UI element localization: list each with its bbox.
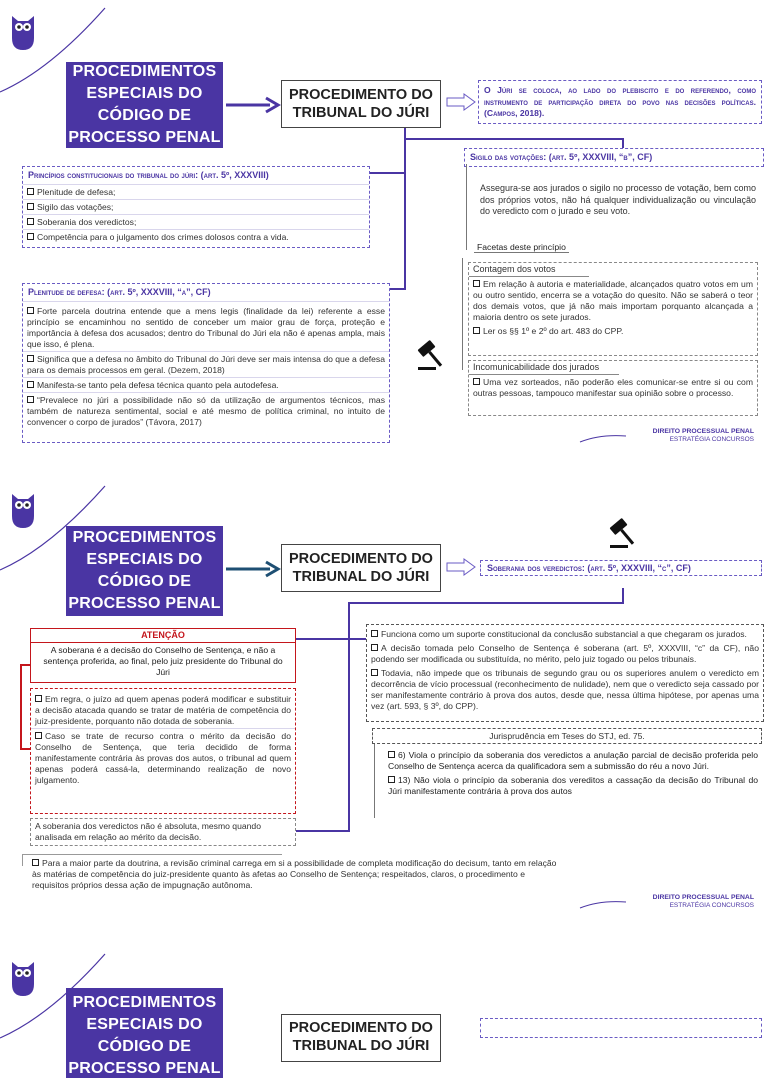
gavel-icon bbox=[414, 338, 450, 372]
connector bbox=[348, 638, 366, 640]
list-item: Soberania dos veredictos; bbox=[23, 215, 369, 230]
list-item: Significa que a defesa no âmbito do Tribunal do Júri deve ser mais intensa do que a defesa para os demais processos em geral. (Dezem, 2018) bbox=[23, 352, 389, 378]
atencao-box bbox=[30, 628, 296, 683]
checkbox-icon bbox=[27, 396, 34, 403]
checkbox-icon bbox=[388, 751, 395, 758]
logo-line2: ESTRATÉGIA CONCURSOS bbox=[669, 436, 754, 443]
relativa-box bbox=[30, 818, 296, 846]
connector bbox=[622, 588, 624, 604]
principios-list bbox=[23, 185, 369, 244]
connector bbox=[622, 138, 624, 148]
checkbox-icon bbox=[27, 307, 34, 314]
list-item: Plenitude de defesa; bbox=[23, 185, 369, 200]
plenitude-header: Plenitude de defesa: (art. 5º, XXXVIII, “a”, CF) bbox=[23, 284, 389, 302]
connector bbox=[296, 830, 350, 832]
incomunicabilidade-box bbox=[468, 360, 758, 416]
connector bbox=[466, 164, 467, 250]
logo-line2: ESTRATÉGIA CONCURSOS bbox=[669, 902, 754, 909]
connector bbox=[22, 854, 23, 866]
connector bbox=[296, 638, 350, 640]
juris-header-box bbox=[372, 728, 762, 744]
atencao-header: ATENÇÃO bbox=[31, 629, 295, 643]
checkbox-icon bbox=[27, 381, 34, 388]
checkbox-icon bbox=[371, 630, 378, 637]
main-title-box: PROCEDIMENTOS ESPECIAIS DO CÓDIGO DE PROCESSO PENAL bbox=[66, 988, 223, 1078]
connector bbox=[404, 128, 406, 290]
list-item: Manifesta-se tanto pela defesa técnica quanto pela autodefesa. bbox=[23, 378, 389, 393]
list-item: Uma vez sorteados, não poderão eles comunicar-se entre si ou com outras pessoas, tampouco manifestar sua opinião sobre o processo. bbox=[473, 376, 753, 398]
list-item: 6) Viola o princípio da soberania dos veredictos a anulação parcial de decisão proferida pelo Conselho de Sentença acerca da qualificadora sem a submissão do réu a novo Júri. bbox=[388, 749, 758, 771]
slide-1 bbox=[0, 0, 768, 470]
incomunicabilidade-header: Incomunicabilidade dos jurados bbox=[469, 361, 619, 375]
revisao-text: Para a maior parte da doutrina, a revisão criminal carrega em si a possibilidade de completa modificação do decisum, tanto em relação às matérias de competência do juiz-presidente quanto às afetas ao Conselho de Sentença; respeitados, claros, o procedimento e requisitos próprios dessa ação de impugnação autônoma. bbox=[32, 858, 557, 890]
list-item: Em regra, o juízo ad quem apenas poderá modificar e substituir a decisão atacada quando se tratar de matéria de competência do juiz-presidente, porquanto não dotada de soberania. bbox=[31, 692, 295, 729]
logo-line1: DIREITO PROCESSUAL PENAL bbox=[652, 894, 754, 901]
list-item: Caso se trate de recurso contra o mérito da decisão do Conselho de Sentença, que teria decidido de forma manifestamente contrária às provas dos autos, o tribunal ad quem apenas poderá cassá-la, determinando realização de novo julgamento. bbox=[35, 730, 291, 785]
logo-swoosh bbox=[580, 432, 626, 444]
list-item: Funciona como um suporte constitucional da conclusão substancial a que chegaram os jurados. bbox=[367, 627, 763, 641]
brand-logo bbox=[630, 428, 754, 444]
checkbox-icon bbox=[35, 732, 42, 739]
owl-logo-icon bbox=[10, 490, 36, 530]
logo-swoosh bbox=[580, 898, 626, 910]
checkbox-icon bbox=[27, 203, 34, 210]
contagem-box bbox=[468, 262, 758, 356]
checkbox-icon bbox=[371, 644, 378, 651]
connector bbox=[348, 602, 624, 604]
arrow-right-icon bbox=[226, 560, 280, 578]
soberania-list-box bbox=[366, 624, 764, 722]
red-connector bbox=[20, 664, 22, 748]
connector bbox=[462, 258, 463, 370]
list-item: Competência para o julgamento dos crimes dolosos contra a vida. bbox=[23, 230, 369, 244]
plenitude-list bbox=[23, 302, 389, 429]
list-item: Todavia, não impede que os tribunais de segundo grau ou os superiores anulem o veredicto em decorrência de vício processual (reconhecimento de nulidade), nem que o veredicto seja cassado por ser manifestamente contrário à prova dos autos, desde que, nessa última hipótese, por apenas uma vez (art. 593, § 3º, do CPP). bbox=[371, 667, 759, 711]
contagem-header: Contagem dos votos bbox=[469, 263, 589, 277]
checkbox-icon bbox=[473, 378, 480, 385]
atencao-list-box bbox=[30, 688, 296, 814]
list-item: A decisão tomada pelo Conselho de Sentença é soberana (art. 5º, XXXVIII, “c” da CF), não podendo ser modificada ou substituída, no mérito, pelo juiz togado ou pelos tribunais. bbox=[371, 642, 759, 664]
connector bbox=[404, 138, 624, 140]
owl-logo-icon bbox=[10, 958, 36, 998]
gavel-icon bbox=[606, 516, 642, 550]
principios-header: Princípios constitucionais do tribunal do júri: (art. 5º, XXXVIII) bbox=[23, 167, 369, 185]
revisao-box bbox=[28, 856, 564, 896]
contagem-list bbox=[469, 277, 757, 338]
sigilo-text: Assegura-se aos jurados o sigilo no processo de votação, bem como dos próprios votos, não há qualquer individualização ou vinculação do veredicto com o jurado e seu voto. bbox=[480, 183, 756, 216]
checkbox-icon bbox=[27, 355, 34, 362]
atencao-text: A soberana é a decisão do Conselho de Sentença, e não a sentença proferida, ao final, pelo juiz presidente do Tribunal do Júri bbox=[43, 645, 283, 677]
intro-text: O Júri se coloca, ao lado do plebiscito e do referendo, como instrumento de participação direta do povo nas decisões políticas. (Campos, 2018). bbox=[484, 85, 756, 118]
hollow-arrow-icon bbox=[446, 93, 476, 111]
checkbox-icon bbox=[473, 327, 480, 334]
subtitle-box: PROCEDIMENTO DO TRIBUNAL DO JÚRI bbox=[281, 544, 441, 592]
owl-logo-icon bbox=[10, 12, 36, 52]
intro-box bbox=[478, 80, 762, 124]
checkbox-icon bbox=[35, 695, 42, 702]
main-title-box: PROCEDIMENTOS ESPECIAIS DO CÓDIGO DE PROCESSO PENAL bbox=[66, 526, 223, 616]
list-item: Forte parcela doutrina entende que a mens legis (finalidade da lei) referente a esse princípio se encaminhou no sentido de conceber um maior grau de força, proteção e importância à defesa dos acusados; dentro do Tribunal do Júri ela não é apenas ampla, mais que isso, é plena. bbox=[23, 304, 389, 352]
connector bbox=[22, 854, 282, 855]
checkbox-icon bbox=[32, 859, 39, 866]
red-connector bbox=[20, 664, 30, 666]
relativa-text: A soberania dos veredictos não é absoluta, mesmo quando analisada em relação ao mérito da decisão. bbox=[35, 821, 261, 842]
brand-logo bbox=[630, 894, 754, 910]
checkbox-icon bbox=[27, 218, 34, 225]
hollow-arrow-icon bbox=[446, 558, 476, 576]
list-item: Em relação à autoria e materialidade, alcançados quatro votos em um ou outro sentido, encerra se a votação do quesito. Não se saberá o teor dos demais votos, que já não mais importam porquanto alcançada a maioria dentro os sete jurados. bbox=[473, 278, 753, 322]
juris-list bbox=[384, 748, 762, 798]
checkbox-icon bbox=[473, 280, 480, 287]
arrow-right-icon bbox=[226, 96, 280, 114]
subtitle-box: PROCEDIMENTO DO TRIBUNAL DO JÚRI bbox=[281, 1014, 441, 1062]
checkbox-icon bbox=[27, 188, 34, 195]
checkbox-icon bbox=[388, 776, 395, 783]
facetas-label: Facetas deste princípio bbox=[474, 242, 569, 253]
list-item: 13) Não viola o princípio da soberania dos vereditos a cassação da decisão do Tribunal do Júri manifestamente contrária à prova dos autos bbox=[388, 774, 758, 796]
slide-3 bbox=[0, 946, 768, 1077]
sigilo-header: Sigilo das votações: (art. 5º, XXXVIII, “b”, CF) bbox=[464, 148, 764, 167]
juris-header: Jurisprudência em Teses do STJ, ed. 75. bbox=[489, 731, 645, 741]
principios-box bbox=[22, 166, 370, 248]
connector bbox=[348, 602, 350, 832]
logo-line1: DIREITO PROCESSUAL PENAL bbox=[652, 428, 754, 435]
plenitude-box bbox=[22, 283, 390, 443]
list-item: Sigilo das votações; bbox=[23, 200, 369, 215]
connector bbox=[368, 172, 406, 174]
checkbox-icon bbox=[371, 669, 378, 676]
incomunicabilidade-list bbox=[469, 375, 757, 400]
soberania-list bbox=[367, 625, 763, 713]
list-item: Ler os §§ 1º e 2º do art. 483 do CPP. bbox=[469, 324, 757, 338]
slide-2 bbox=[0, 478, 768, 948]
connector bbox=[374, 744, 375, 818]
main-title-box: PROCEDIMENTOS ESPECIAIS DO CÓDIGO DE PROCESSO PENAL bbox=[66, 62, 223, 148]
checkbox-icon bbox=[27, 233, 34, 240]
soberania-header: Soberania dos veredictos: (art. 5º, XXXVIII, “c”, CF) bbox=[480, 560, 762, 576]
subtitle-box: PROCEDIMENTO DO TRIBUNAL DO JÚRI bbox=[281, 80, 441, 128]
list-item: “Prevalece no júri a possibilidade não só da utilização de argumentos técnicos, mas também de natureza sentimental, social e até mesmo de política criminal, no intuito de convencer o corpo de jurados” (Távora, 2017) bbox=[27, 394, 385, 427]
atencao-list bbox=[31, 689, 295, 787]
partial-box bbox=[480, 1018, 762, 1038]
